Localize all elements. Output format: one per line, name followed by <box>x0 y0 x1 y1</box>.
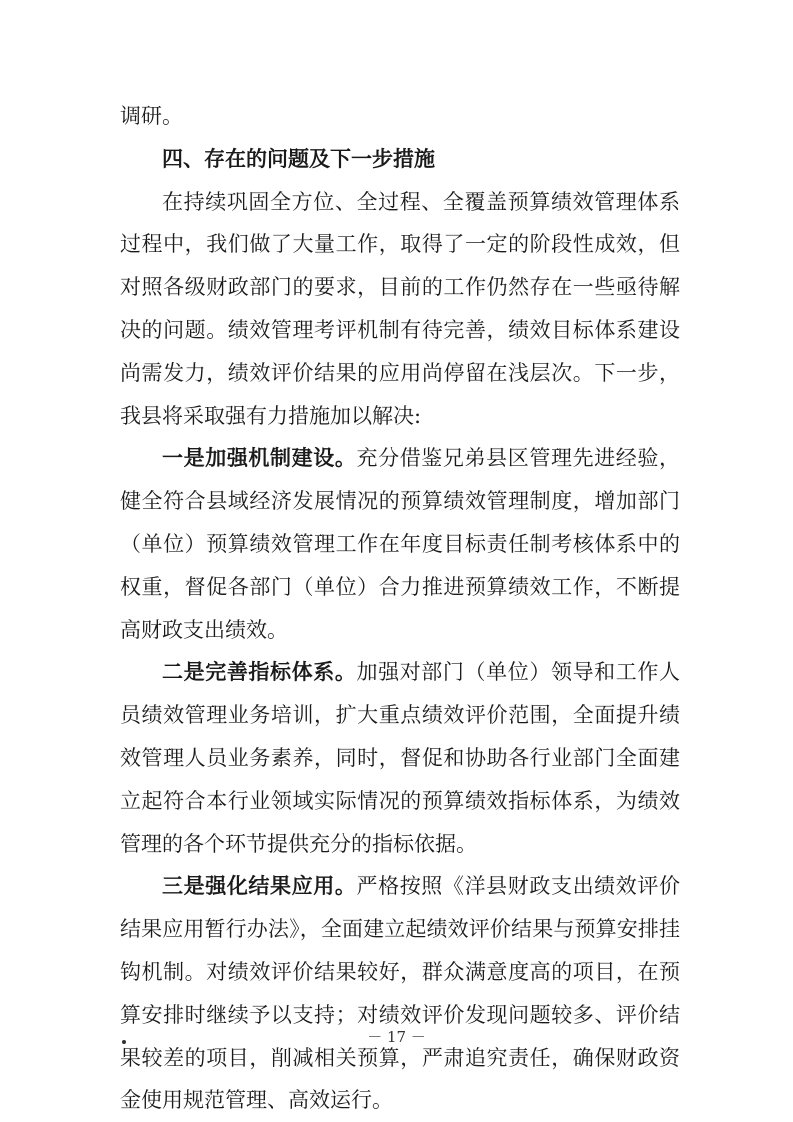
measure-lead: 二是完善指标体系。 <box>162 659 357 685</box>
measure-paragraph-2 <box>120 651 680 865</box>
measure-paragraph-1 <box>120 437 680 651</box>
page-number: － 17 － <box>367 1028 426 1046</box>
page-mark-dot <box>122 1040 126 1044</box>
measure-text: 加强对部门（单位）领导和工作人员绩效管理业务培训，扩大重点绩效评价范围，全面提升绩效管理人员业务素养，同时，督促和协助各行业部门全面建立起符合本行业领域实际情况的预算绩效指标体系，为绩效管理的各个环节提供充分的指标依据。 <box>120 660 681 856</box>
measure-lead: 一是加强机制建设。 <box>162 445 357 471</box>
measure-lead: 三是强化结果应用。 <box>162 873 357 899</box>
intro-paragraph: 在持续巩固全方位、全过程、全覆盖预算绩效管理体系过程中，我们做了大量工作，取得了一定的阶段性成效，但对照各级财政部门的要求，目前的工作仍然存在一些亟待解决的问题。绩效管理考评机制有待完善，绩效目标体系建设尚需发力，绩效评价结果的应用尚停留在浅层次。下一步，我县将采取强有力措施加以解决: <box>120 189 680 428</box>
body-text <box>120 95 680 1122</box>
measure-text: 充分借鉴兄弟县区管理先进经验，健全符合县域经济发展情况的预算绩效管理制度，增加部门（单位）预算绩效管理工作在年度目标责任制考核体系中的权重，督促各部门（单位）合力推进预算绩效工作，不断提高财政支出绩效。 <box>120 446 681 642</box>
measure-text: 严格按照《洋县财政支出绩效评价结果应用暂行办法》，全面建立起绩效评价结果与预算安排挂钩机制。对绩效评价结果较好，群众满意度高的项目，在预算安排时继续予以支持；对绩效评价发现问题较多、评价结果较差的项目，削减相关预算，严肃追究责任，确保财政资金使用规范管理、高效运行。 <box>120 874 681 1113</box>
measure-paragraph-3 <box>120 865 680 1122</box>
section-heading: 四、存在的问题及下一步措施 <box>162 146 435 171</box>
continuation-line: 调研。 <box>120 104 183 128</box>
